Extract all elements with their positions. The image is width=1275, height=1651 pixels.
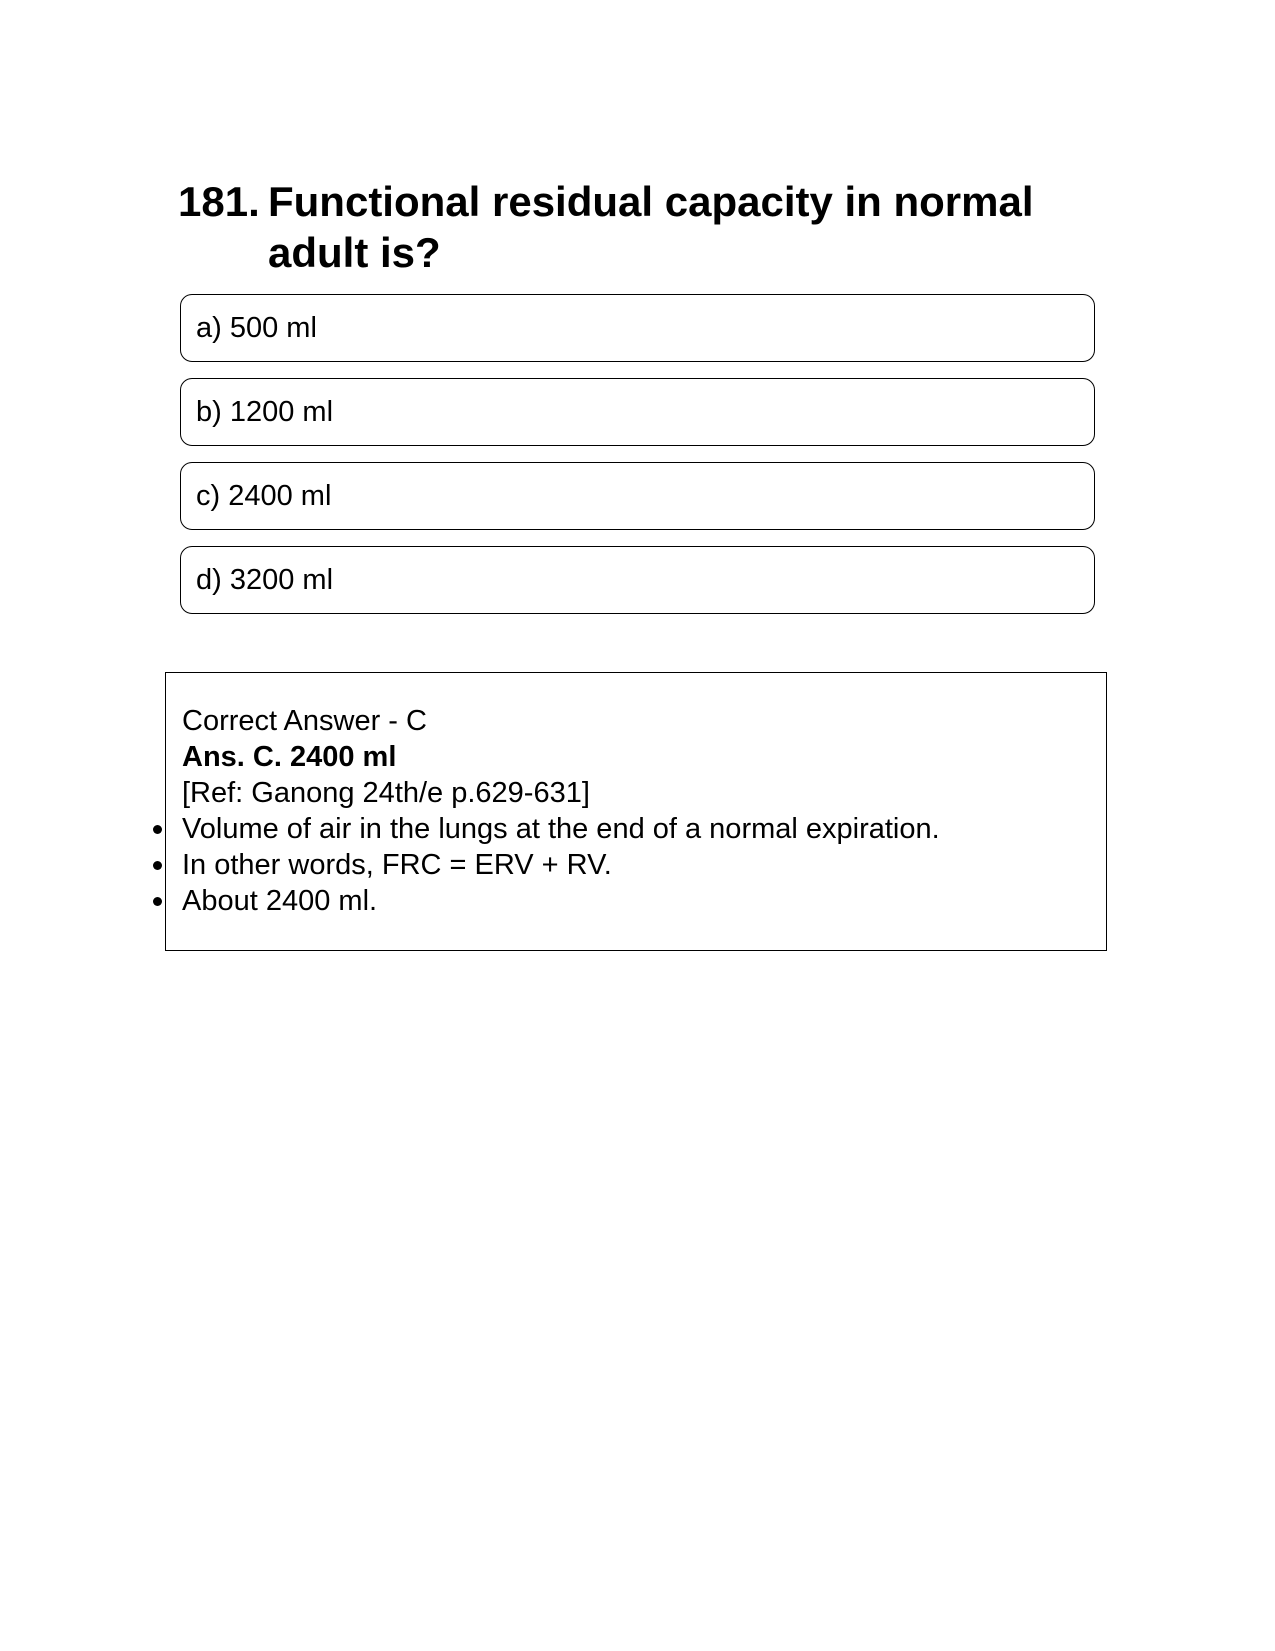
option-c[interactable] [180,462,1095,530]
question-number: 181. [178,178,260,225]
bullet-icon [153,825,162,834]
answer-heading: Ans. C. 2400 ml [182,741,397,773]
explanation-list [182,811,1106,919]
answer-box [165,672,1107,951]
explanation-item [182,847,1106,883]
question-heading [178,176,1098,278]
explanation-text: In other words, FRC = ERV + RV. [182,849,612,881]
correct-answer: Correct Answer - C [182,705,427,737]
bullet-icon [153,861,162,870]
bullet-icon [153,897,162,906]
question-text: Functional residual capacity in normal adult is? [268,178,1034,276]
explanation-item [182,811,1106,847]
explanation-item [182,883,1106,919]
options-list [180,294,1095,630]
option-d-label: d) 3200 ml [196,563,334,596]
option-b-label: b) 1200 ml [196,395,334,428]
option-b[interactable] [180,378,1095,446]
explanation-text: About 2400 ml. [182,885,378,917]
option-d[interactable] [180,546,1095,614]
option-a[interactable] [180,294,1095,362]
answer-reference: [Ref: Ganong 24th/e p.629-631] [182,777,590,809]
explanation-text: Volume of air in the lungs at the end of a normal expiration. [182,813,940,845]
option-a-label: a) 500 ml [196,311,317,344]
option-c-label: c) 2400 ml [196,479,332,512]
